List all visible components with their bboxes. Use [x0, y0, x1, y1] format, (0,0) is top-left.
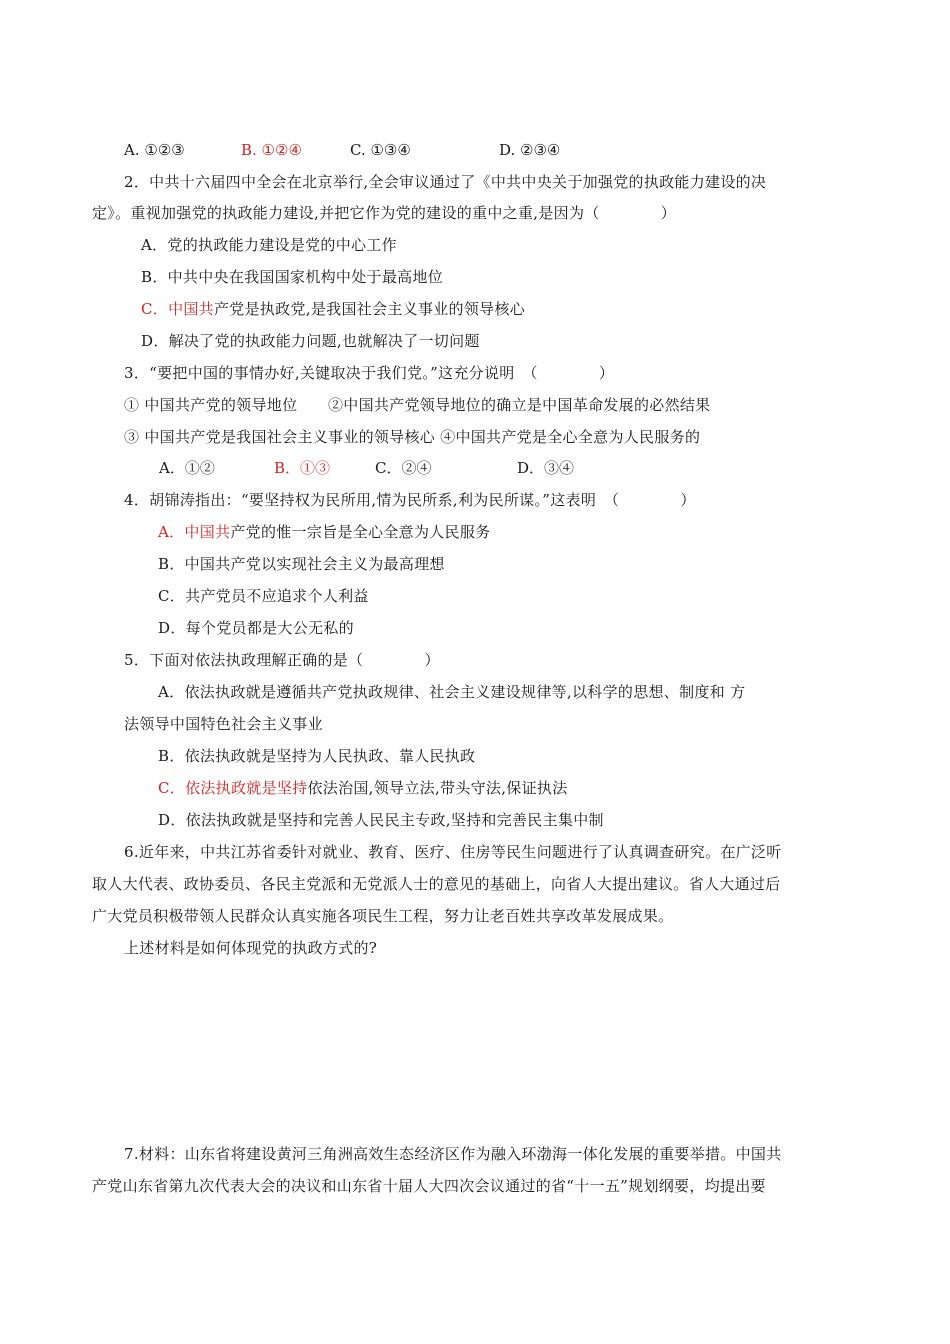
- q4-option-d: D．每个党员都是大公无私的: [158, 619, 354, 637]
- q4-option-a-text: 产党的惟一宗旨是全心全意为人民服务: [230, 523, 491, 541]
- q4-option-b: B．中国共产党以实现社会主义为最高理想: [158, 555, 445, 573]
- q5-option-a-line1: A．依法执政就是遵循共产党执政规律、社会主义建设规律等,以科学的思想、制度和 方: [158, 683, 746, 701]
- q5-option-c: [158, 778, 568, 798]
- q1-option-a: A. ①②③: [124, 141, 185, 159]
- q2-option-c-highlight: C．中国共: [141, 300, 214, 318]
- q3-option-c: C．②④: [375, 459, 432, 477]
- q2-option-b: [141, 267, 443, 287]
- q5-option-d: D．依法执政就是坚持和完善人民民主专政,坚持和完善民主集中制: [158, 811, 604, 829]
- q6-question: 上述材料是如何体现党的执政方式的?: [124, 939, 378, 957]
- q5-stem: 5．下面对依法执政理解正确的是（ ）: [124, 651, 440, 669]
- q4-stem: 4．胡锦涛指出：“要坚持权为民所用,情为民所系,利为民所谋。”这表明 （ ）: [124, 491, 696, 509]
- q2-stem-line2: 定》。重视加强党的执政能力建设,并把它作为党的建设的重中之重,是因为（ ）: [92, 204, 677, 222]
- q3-choice-line1: ① 中国共产党的领导地位 ②中国共产党领导地位的确立是中国革命发展的必然结果: [124, 396, 711, 414]
- q3-choice-line2: ③ 中国共产党是我国社会主义事业的领导核心 ④中国共产党是全心全意为人民服务的: [124, 428, 701, 446]
- q6-material-line1: 6.近年来，中共江苏省委针对就业、教育、医疗、住房等民生问题进行了认真调查研究。在广泛听: [124, 843, 782, 861]
- q2-option-a: A．党的执政能力建设是党的中心工作: [141, 236, 397, 254]
- q5-option-c-highlight: C．依法执政就是坚持: [158, 779, 308, 797]
- q3-option-a: A．①②: [159, 459, 215, 477]
- q4-option-a-highlight: A．中国共: [158, 523, 231, 541]
- q2-option-c: [141, 299, 525, 319]
- q3-stem: 3．“要把中国的事情办好,关键取决于我们党。”这充分说明 （ ）: [124, 364, 615, 382]
- q1-option-d: D. ②③④: [499, 141, 561, 159]
- q6-material-line2: 取人大代表、政协委员、各民主党派和无党派人士的意见的基础上，向省人大提出建议。省人大通过后: [92, 875, 781, 893]
- q7-material-line1: 7.材料：山东省将建设黄河三角洲高效生态经济区作为融入环渤海一体化发展的重要举措。中国共: [124, 1145, 782, 1163]
- q2-option-c-text: 产党是执政党,是我国社会主义事业的领导核心: [213, 300, 526, 318]
- q1-option-b: B. ①②④: [241, 141, 302, 159]
- q5-option-c-text: 依法治国,领导立法,带头守法,保证执法: [307, 779, 568, 797]
- q2-option-d: D．解决了党的执政能力问题,也就解决了一切问题: [141, 332, 480, 350]
- q2-option-b-text: B．中共中央在我国国家机构中处于最高地位: [141, 268, 444, 286]
- q3-option-d: D．③④: [517, 459, 575, 477]
- q5-option-a-line2: 法领导中国特色社会主义事业: [124, 715, 323, 733]
- q1-option-c: C. ①③④: [350, 141, 411, 159]
- q5-option-b: B．依法执政就是坚持为人民执政、靠人民执政: [158, 747, 476, 765]
- q7-material-line2: 产党山东省第九次代表大会的决议和山东省十届人大四次会议通过的省“十一五”规划纲要，均提出要: [92, 1177, 766, 1195]
- q6-material-line3: 广大党员积极带领人民群众认真实施各项民生工程，努力让老百姓共享改革发展成果。: [92, 907, 674, 925]
- q4-option-a: [158, 522, 490, 542]
- q2-stem-line1: 2．中共十六届四中全会在北京举行,全会审议通过了《中共中央关于加强党的执政能力建设的决: [124, 173, 767, 191]
- q3-option-b: B．①③: [274, 459, 331, 477]
- q4-option-c: C．共产党员不应追求个人利益: [158, 587, 369, 605]
